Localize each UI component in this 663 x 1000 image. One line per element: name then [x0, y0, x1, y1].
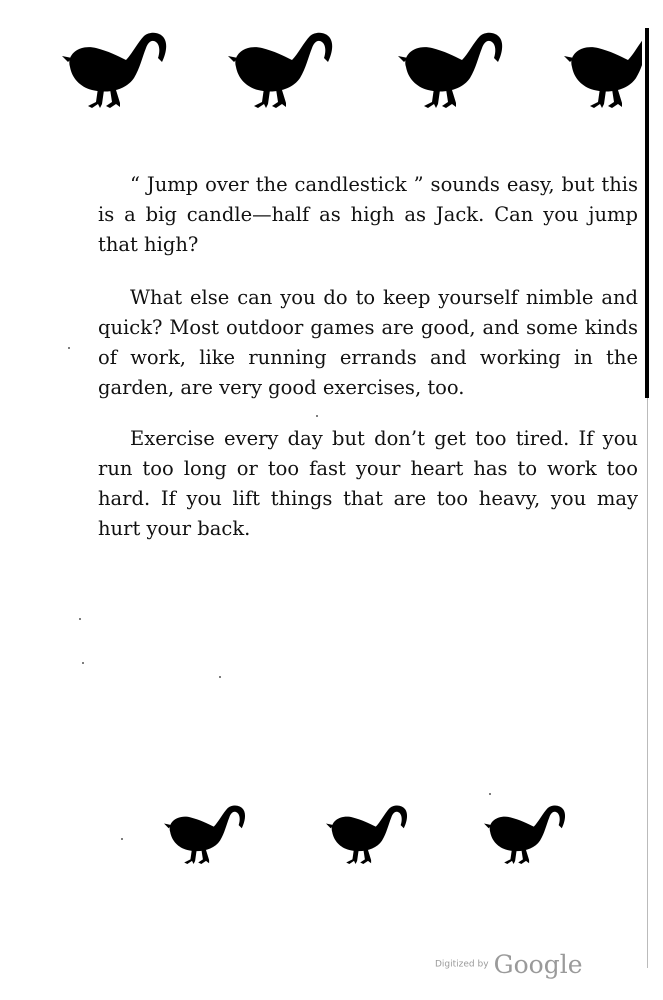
scan-speck: [489, 793, 491, 795]
duck-silhouette-icon: [62, 26, 170, 118]
page-edge-line: [647, 398, 648, 968]
paragraph-3: [98, 424, 638, 544]
duck-silhouette-icon: [398, 26, 506, 118]
scan-speck: [316, 415, 318, 417]
paragraph-text: Exercise every day but don’t get too tired. If you run too long or too fast your heart has to work too hard. If you lift things that are too heavy, you may hurt your back.: [98, 427, 638, 540]
digitized-by-google-watermark: [435, 950, 583, 979]
duck-silhouette-icon: [326, 800, 410, 872]
duck-silhouette-icon: [564, 26, 642, 118]
paragraph-text: “ Jump over the candlestick ” sounds easy, but this is a big candle—half as high as Jack. Can you jump that high?: [98, 173, 638, 256]
duck-silhouette-icon: [164, 800, 248, 872]
duck-silhouette-icon: [228, 26, 336, 118]
scan-speck: [68, 347, 70, 349]
paragraph-2: [98, 283, 638, 403]
watermark-brand: Google: [493, 950, 583, 979]
scan-speck: [79, 618, 81, 620]
watermark-prefix: Digitized by: [435, 959, 489, 970]
paragraph-1: [98, 170, 638, 260]
duck-silhouette-icon: [484, 800, 568, 872]
page-edge-shadow: [645, 28, 649, 398]
paragraph-text: What else can you do to keep yourself nimble and quick? Most outdoor games are good, and some kinds of work, like running errands and working in the garden, are very good exercises, too.: [98, 286, 638, 399]
scan-speck: [121, 838, 123, 840]
scan-speck: [82, 662, 84, 664]
scan-speck: [219, 676, 221, 678]
